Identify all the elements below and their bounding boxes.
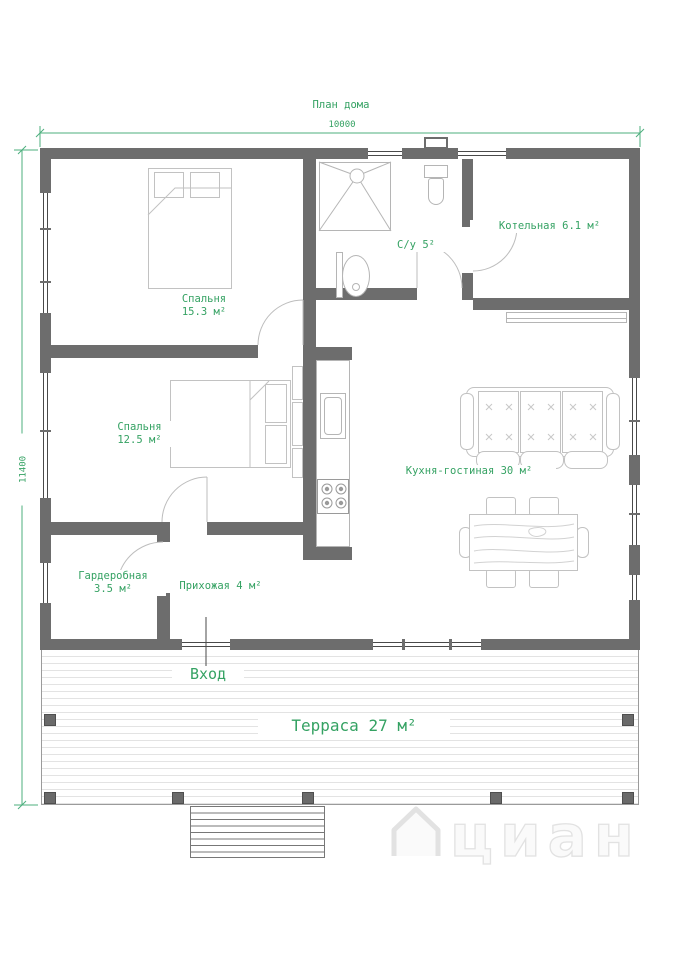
wall-kitchen-stub-top bbox=[316, 347, 352, 360]
kitchen-sink-basin bbox=[324, 397, 342, 435]
wall-bedroom2-bottom-left bbox=[51, 522, 157, 535]
terrace-post bbox=[622, 792, 634, 804]
house-logo-icon bbox=[394, 809, 438, 856]
window bbox=[629, 378, 640, 420]
terrace-post bbox=[172, 792, 184, 804]
stove-icon bbox=[317, 479, 349, 514]
terrace-post bbox=[302, 792, 314, 804]
sink-drain bbox=[352, 283, 360, 291]
sofa-cushion bbox=[478, 391, 519, 453]
room-label-hallway: Прихожая 4 м² bbox=[156, 580, 285, 593]
wall-boiler-left-top bbox=[462, 148, 473, 227]
room-area: 3.5 м² bbox=[94, 583, 132, 595]
window bbox=[368, 148, 402, 159]
chair bbox=[529, 569, 559, 588]
wall-boiler-bottom bbox=[473, 298, 629, 310]
shower-icon bbox=[319, 162, 391, 231]
watermark bbox=[394, 802, 641, 870]
watermark-text: циан bbox=[450, 802, 641, 870]
room-label-boiler: Котельная 6.1 м² bbox=[470, 220, 629, 233]
terrace-post bbox=[490, 792, 502, 804]
nightstand bbox=[292, 366, 303, 400]
window bbox=[458, 148, 506, 159]
stairs-icon bbox=[190, 806, 325, 858]
sofa-armrest bbox=[460, 393, 474, 450]
window bbox=[629, 575, 640, 600]
wall-exterior-top bbox=[40, 148, 640, 159]
window bbox=[629, 485, 640, 513]
wall-boiler-left-bottom bbox=[462, 273, 473, 300]
terrace-post bbox=[44, 714, 56, 726]
wall-kitchen-stub-bottom bbox=[316, 547, 352, 560]
room-label-bedroom1 bbox=[152, 293, 256, 319]
toilet-icon bbox=[424, 165, 448, 178]
window bbox=[40, 193, 51, 228]
entrance-label: Вход bbox=[172, 666, 244, 683]
room-label-bedroom2 bbox=[85, 421, 194, 447]
room-name: Спальня bbox=[117, 421, 162, 433]
nightstand bbox=[292, 402, 303, 446]
wall-bedroom2-bottom-right bbox=[207, 522, 303, 535]
room-label-terrace: Терраса 27 м² bbox=[258, 717, 450, 735]
pillow bbox=[265, 425, 287, 464]
room-name: Спальня bbox=[181, 293, 227, 305]
window bbox=[40, 563, 51, 603]
window bbox=[629, 422, 640, 455]
kitchen-counter bbox=[316, 360, 350, 547]
terrace-post bbox=[44, 792, 56, 804]
wall-bedrooms-divider bbox=[51, 345, 258, 358]
room-label-kitchen-living: Кухня-гостиная 30 м² bbox=[382, 465, 556, 478]
window bbox=[629, 515, 640, 545]
room-area: 15.3 м² bbox=[181, 306, 227, 318]
wall-exterior-bottom bbox=[40, 639, 640, 650]
pillow bbox=[154, 172, 184, 198]
entrance-door bbox=[182, 639, 230, 650]
window bbox=[40, 432, 51, 498]
window bbox=[373, 639, 402, 650]
pillow bbox=[190, 172, 220, 198]
nightstand bbox=[292, 448, 303, 478]
terrace-post bbox=[622, 714, 634, 726]
toilet-bowl bbox=[428, 178, 444, 205]
window bbox=[405, 639, 449, 650]
dimension-width-label: 10000 bbox=[305, 120, 379, 131]
wall-wardrobe-top-stub bbox=[157, 522, 170, 542]
window bbox=[452, 639, 481, 650]
window bbox=[40, 283, 51, 313]
chair bbox=[486, 569, 516, 588]
pillow bbox=[265, 384, 287, 423]
upper-counter bbox=[506, 312, 627, 323]
room-name: Гардеробная bbox=[78, 570, 148, 582]
room-label-bathroom: С/у 5² bbox=[368, 239, 464, 252]
sofa-cushion bbox=[562, 391, 603, 453]
chimney-vent bbox=[424, 137, 448, 149]
room-area: 12.5 м² bbox=[117, 434, 162, 446]
wall-bedroom-kitchen bbox=[303, 148, 316, 560]
dimension-height-label: 11400 bbox=[19, 434, 30, 506]
room-label-wardrobe bbox=[60, 570, 166, 596]
page-title: План дома bbox=[312, 99, 370, 111]
dining-table-icon bbox=[469, 514, 578, 571]
sofa-seat bbox=[564, 451, 608, 469]
sofa-armrest bbox=[606, 393, 620, 450]
window bbox=[40, 373, 51, 430]
sofa-cushion bbox=[520, 391, 561, 453]
window bbox=[40, 230, 51, 281]
